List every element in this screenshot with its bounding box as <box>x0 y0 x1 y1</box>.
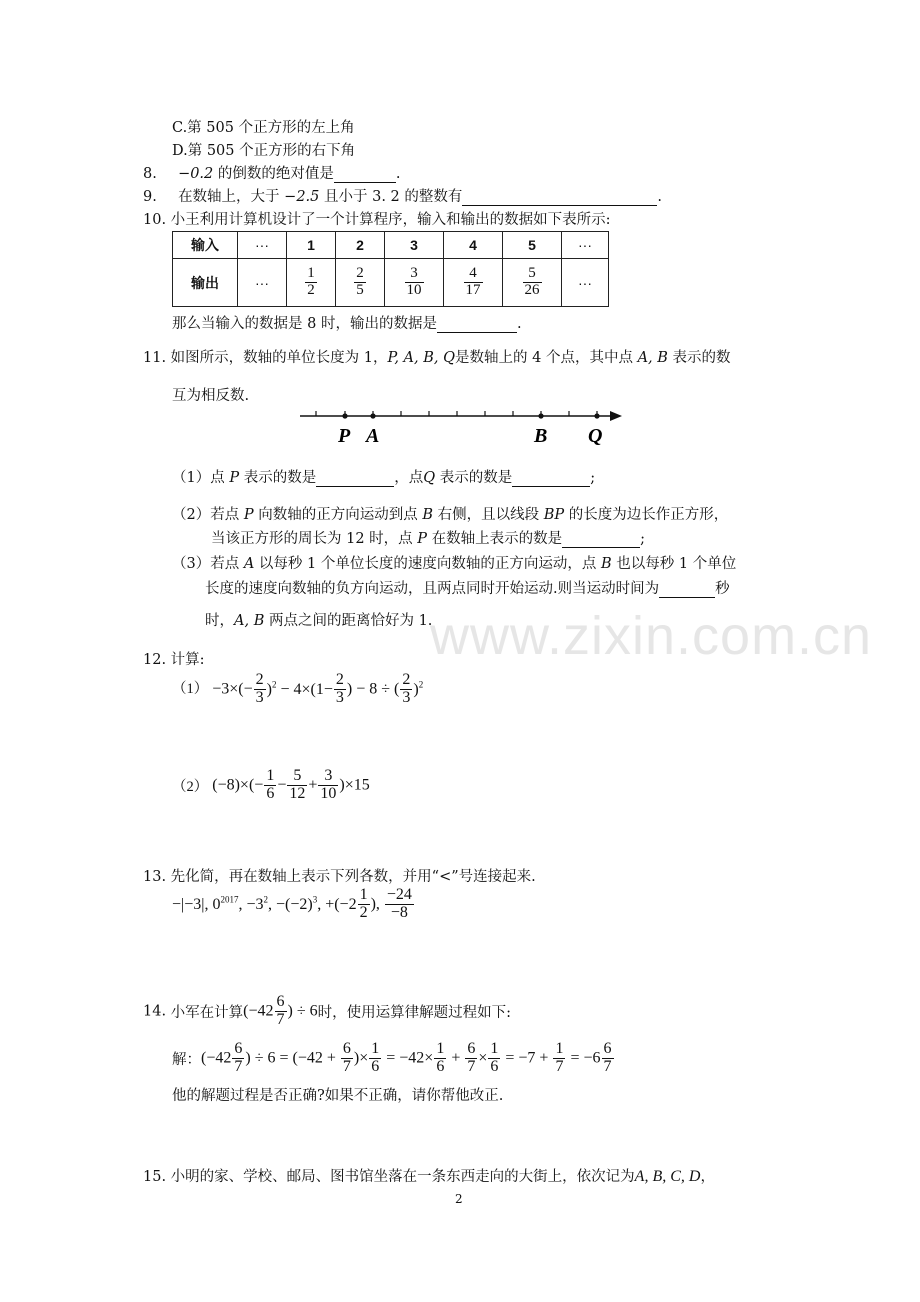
q8-text: 的倒数的绝对值是 <box>213 166 334 182</box>
output-denominator: 5 <box>356 282 364 298</box>
q11-text: 在数轴上表示的数是 <box>427 531 563 547</box>
table-ellipsis: ··· <box>238 232 287 259</box>
q10-text: 小王利用计算机设计了一个计算程序，输入和输出的数据如下表所示: <box>170 212 611 228</box>
q12-label: （1） <box>172 680 209 697</box>
q8-value: −0.2 <box>178 166 214 182</box>
output-cell <box>385 259 444 307</box>
point-p <box>342 413 347 418</box>
q11-part2-line2 <box>211 527 645 548</box>
q11-var: BP <box>543 507 565 523</box>
q11-var: A <box>243 556 255 572</box>
q11-number: 11. <box>143 350 167 366</box>
q14-solution: 解：(−42 $\frac{6}{7}$ ) ÷ 6 = (−42 + $\frac{6}{7}$ )× $\frac{1}{6}$ = −42× $\frac{1}{6}$ + $\frac{6}{7}$ × $\frac{1}{6}$ = −7 + $\frac{1}{7}$ = −6 $\frac{6}{7}$ <box>172 1040 612 1075</box>
q11-part2 <box>172 503 728 524</box>
q11-var: B <box>422 507 433 523</box>
q11-text: 是数轴上的 4 个点，其中点 <box>455 350 638 366</box>
q11-text: 时， <box>205 613 234 629</box>
q9-value: −2.5 <box>284 189 320 205</box>
q15-number: 15. <box>143 1169 167 1185</box>
q11-text: 如图所示，数轴的单位长度为 1， <box>170 350 388 366</box>
output-numerator: 4 <box>464 266 483 283</box>
q11-text: 向数轴的正方向运动到点 <box>253 507 423 523</box>
point-b <box>538 413 543 418</box>
output-numerator: 2 <box>356 265 364 282</box>
output-denominator: 26 <box>524 282 540 298</box>
table-ellipsis: ··· <box>562 259 609 307</box>
q11-var: A, B <box>234 613 265 629</box>
q11-part3-answer-blank[interactable] <box>659 581 715 598</box>
label-p: P <box>338 425 351 447</box>
option-c: C.第 505 个正方形的左上角 <box>172 120 355 136</box>
q9-text-b: 且小于 3. 2 的整数有 <box>319 189 463 205</box>
q11-q-answer-blank[interactable] <box>512 470 590 487</box>
q10-end: . <box>516 316 522 332</box>
output-numerator: 1 <box>307 265 315 282</box>
q11-text: 长度的速度向数轴的负方向运动，且两点同时开始运动.则当运动时间为 <box>205 581 660 597</box>
number-line <box>296 404 626 450</box>
q11-text: 表示的数是 <box>239 470 317 486</box>
question-8 <box>143 162 401 183</box>
q15-labels: A, B, C, D <box>634 1168 701 1185</box>
q11-var: B <box>601 556 612 572</box>
q11-text: 表示的数是 <box>435 470 513 486</box>
question-9 <box>143 185 662 206</box>
q11-end: ; <box>590 470 596 486</box>
q11-text: （3）若点 <box>172 556 244 572</box>
label-b: B <box>534 425 548 447</box>
page-number: 2 <box>455 1192 463 1206</box>
output-cell <box>444 259 503 307</box>
q11-text: 两点之间的距离恰好为 1. <box>264 613 433 629</box>
q12-expression-2: （2） (−8)×(− $\frac{1}{6}$ − $\frac{5}{12}$ + $\frac{3}{10}$ )×15 <box>172 767 370 802</box>
axis-arrow-icon <box>610 411 622 421</box>
q12-expression-1: （1） −3×(− $\frac{2}{3}$ )$^2$ − 4×(1− $\frac{2}{3}$ ) − 8 ÷ ( $\frac{2}{3}$ )$^2$ <box>172 671 424 706</box>
q11-points: P, A, B, Q <box>387 350 456 366</box>
q10-answer-blank[interactable] <box>437 316 517 333</box>
q10-after-text: 那么当输入的数据是 8 时，输出的数据是 <box>172 316 437 332</box>
point-a <box>370 413 375 418</box>
input-cell: 1 <box>287 232 336 259</box>
watermark: www.zixin.com.cn <box>430 606 873 666</box>
q9-end: . <box>657 189 662 205</box>
input-cell: 5 <box>503 232 562 259</box>
q8-answer-blank[interactable] <box>334 166 396 183</box>
q11-text: ，点 <box>394 470 424 486</box>
input-cell: 2 <box>336 232 385 259</box>
point-q <box>594 413 599 418</box>
option-d: D.第 505 个正方形的右下角 <box>172 143 356 159</box>
output-cell <box>336 259 385 307</box>
q11-ab: A, B <box>637 350 668 366</box>
q13-expression: −|−3|, $0^{2017}$, $-3^2$, $-(-2)^3$, +(−2 $\frac{1}{2}$ ), $\frac{-24}{-8}$ <box>172 886 412 921</box>
q14-number: 14. <box>143 1003 167 1020</box>
q11-part3-line3 <box>205 609 432 630</box>
output-header: 输出 <box>173 259 238 307</box>
q14-text: 小军在计算 <box>170 1004 244 1021</box>
q11-var: P <box>417 531 428 547</box>
q9-text-a: 在数轴上，大于 <box>178 189 285 205</box>
q15-text: 小明的家、学校、邮局、图书馆坐落在一条东西走向的大街上，依次记为 <box>170 1169 635 1185</box>
label-a: A <box>366 425 380 447</box>
question-11 <box>143 346 731 367</box>
q11-text: 的长度为边长作正方形， <box>564 507 729 523</box>
input-row <box>173 232 609 259</box>
q11-part3 <box>172 552 736 573</box>
question-10 <box>143 208 611 229</box>
q10-followup <box>172 312 522 333</box>
output-denominator: 10 <box>406 282 422 298</box>
q11-text: 秒 <box>715 581 730 597</box>
output-numerator: 5 <box>523 266 542 283</box>
input-header: 输入 <box>173 232 238 259</box>
q11-part1 <box>172 466 595 487</box>
q11-text: 以每秒 1 个单位长度的速度向数轴的正方向运动，点 <box>254 556 601 572</box>
q11-text: 当该正方形的周长为 12 时，点 <box>211 531 418 547</box>
table-ellipsis: ··· <box>562 232 609 259</box>
q8-end: . <box>395 166 401 182</box>
q9-number: 9. <box>143 189 157 205</box>
table-ellipsis: ··· <box>238 259 287 307</box>
q10-number: 10. <box>143 212 167 228</box>
q8-number: 8. <box>143 166 157 182</box>
q12-number: 12. <box>143 652 167 668</box>
output-cell <box>503 259 562 307</box>
q11-part3-line2 <box>205 577 730 598</box>
question-13 <box>143 865 536 886</box>
label-q: Q <box>588 425 603 447</box>
q11-text: （1）点 <box>172 470 230 486</box>
q13-text: 先化简，再在数轴上表示下列各数，并用“<”号连接起来. <box>170 869 536 885</box>
q11-part2-answer-blank[interactable] <box>562 531 640 548</box>
q11-var: P <box>229 470 240 486</box>
question-12 <box>143 648 205 669</box>
q11-var: P <box>243 507 254 523</box>
q12-label: （2） <box>172 778 209 795</box>
q11-line2: 互为相反数. <box>172 388 250 404</box>
q11-end: ; <box>640 531 646 547</box>
input-cell: 4 <box>444 232 503 259</box>
q14-after: 他的解题过程是否正确?如果不正确，请你帮他改正. <box>172 1088 504 1104</box>
output-numerator: 3 <box>405 266 424 283</box>
q11-text: 右侧，且以线段 <box>432 507 544 523</box>
output-denominator: 2 <box>307 282 315 298</box>
q12-text: 计算: <box>170 652 205 668</box>
q11-text: 表示的数 <box>667 350 731 366</box>
question-14: 14. 小军在计算(−42 $\frac{6}{7}$ ) ÷ 6时，使用运算律解题过程如下: <box>143 993 512 1028</box>
question-15 <box>143 1165 715 1186</box>
io-table <box>172 231 609 307</box>
q14-text: 时，使用运算律解题过程如下: <box>317 1004 512 1021</box>
q13-number: 13. <box>143 869 167 885</box>
q11-var: Q <box>423 470 436 486</box>
q14-solve-label: 解： <box>172 1051 201 1068</box>
q11-p-answer-blank[interactable] <box>316 470 394 487</box>
output-cell <box>287 259 336 307</box>
output-row <box>173 259 609 307</box>
input-cell: 3 <box>385 232 444 259</box>
q9-answer-blank[interactable] <box>462 189 657 206</box>
q11-text: 也以每秒 1 个单位 <box>611 556 737 572</box>
q15-end: ， <box>700 1169 715 1185</box>
q11-text: （2）若点 <box>172 507 244 523</box>
output-denominator: 17 <box>465 282 481 298</box>
